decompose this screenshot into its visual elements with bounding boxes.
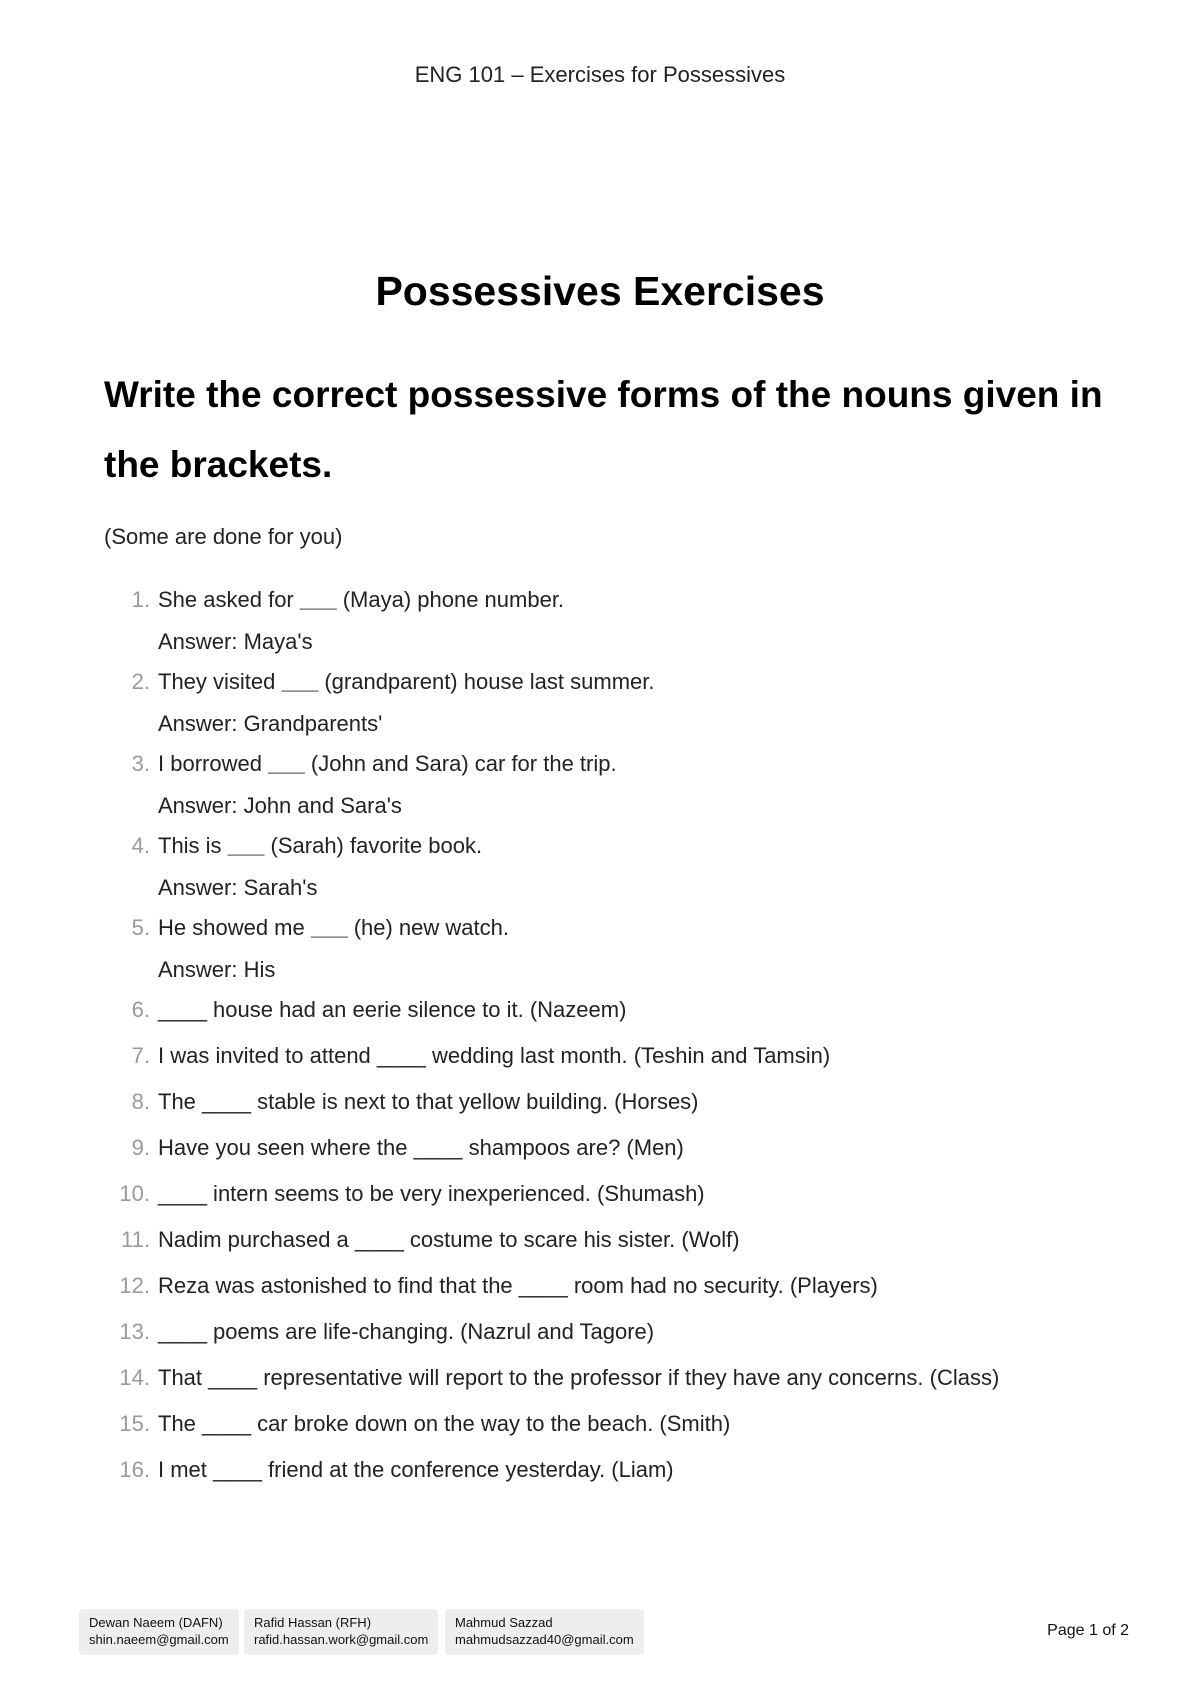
exercise-text: The ____ car broke down on the way to the beach. (Smith) xyxy=(158,1411,731,1436)
exercise-item xyxy=(104,1457,1164,1483)
exercise-item xyxy=(104,1181,1164,1207)
author-email: shin.naeem@gmail.com xyxy=(89,1632,229,1647)
exercise-number: 7. xyxy=(131,1043,150,1068)
author-name: Dewan Naeem (DAFN) xyxy=(89,1615,223,1630)
exercise-text: Have you seen where the ____ shampoos are? (Men) xyxy=(158,1135,684,1160)
exercise-number: 2. xyxy=(131,669,150,694)
exercise-text: The ____ stable is next to that yellow building. (Horses) xyxy=(158,1089,699,1114)
answer-blank: ___ xyxy=(268,751,305,776)
exercise-item xyxy=(104,1365,1164,1391)
author-card xyxy=(445,1609,644,1655)
exercise-number: 3. xyxy=(131,751,150,776)
instruction-note: (Some are done for you) xyxy=(104,524,343,549)
exercise-text: He showed me ___ (he) new watch. xyxy=(158,915,509,940)
exercise-answer: Answer: Grandparents' xyxy=(158,711,383,736)
exercise-number: 11. xyxy=(121,1227,150,1252)
exercise-item xyxy=(104,833,1164,901)
exercise-number: 13. xyxy=(119,1319,150,1344)
exercise-item xyxy=(104,1319,1164,1345)
exercise-item xyxy=(104,1273,1164,1299)
exercise-number: 12. xyxy=(119,1273,150,1298)
exercise-item xyxy=(104,587,1164,655)
exercise-text: I met ____ friend at the conference yesterday. (Liam) xyxy=(158,1457,674,1482)
exercise-text: Nadim purchased a ____ costume to scare his sister. (Wolf) xyxy=(158,1227,740,1252)
exercise-item xyxy=(104,669,1164,737)
instruction-heading: Write the correct possessive forms of the nouns given in the brackets. xyxy=(104,374,1103,485)
exercise-answer: Answer: Sarah's xyxy=(158,875,318,900)
author-name: Rafid Hassan (RFH) xyxy=(254,1615,372,1630)
answer-blank: ___ xyxy=(281,669,319,694)
page-footer xyxy=(79,1609,1129,1655)
exercise-item xyxy=(104,915,1164,983)
author-email: mahmudsazzad40@gmail.com xyxy=(455,1632,634,1647)
exercise-answer: Answer: John and Sara's xyxy=(158,793,402,818)
exercise-text: They visited ___ (grandparent) house last summer. xyxy=(158,669,655,694)
exercise-number: 1. xyxy=(131,587,150,612)
exercise-text: She asked for ___ (Maya) phone number. xyxy=(158,587,565,612)
page-title: Possessives Exercises xyxy=(375,268,825,314)
exercise-list xyxy=(104,587,1164,1503)
exercise-number: 6. xyxy=(131,997,150,1022)
exercise-number: 14. xyxy=(119,1365,150,1390)
exercise-item xyxy=(104,1089,1164,1115)
exercise-text: I was invited to attend ____ wedding last month. (Teshin and Tamsin) xyxy=(158,1043,831,1068)
exercise-text: ____ poems are life-changing. (Nazrul and Tagore) xyxy=(158,1319,655,1344)
exercise-answer: Answer: His xyxy=(158,957,276,982)
exercise-number: 4. xyxy=(131,833,150,858)
exercise-number: 8. xyxy=(131,1089,150,1114)
author-card xyxy=(79,1609,239,1655)
page-number: Page 1 of 2 xyxy=(1047,1622,1129,1639)
exercise-item xyxy=(104,751,1164,819)
exercise-text: I borrowed ___ (John and Sara) car for the trip. xyxy=(158,751,617,776)
answer-blank: ___ xyxy=(310,915,348,940)
exercise-text: That ____ representative will report to the professor if they have any concerns. (Class) xyxy=(158,1365,1000,1390)
answer-blank: ___ xyxy=(299,587,337,612)
exercise-item xyxy=(104,1135,1164,1161)
exercise-item xyxy=(104,997,1164,1023)
exercise-item xyxy=(104,1411,1164,1437)
exercise-answer: Answer: Maya's xyxy=(158,629,313,654)
exercise-number: 15. xyxy=(119,1411,150,1436)
author-name: Mahmud Sazzad xyxy=(455,1615,553,1630)
exercise-text: ____ intern seems to be very inexperienced. (Shumash) xyxy=(158,1181,705,1206)
exercise-number: 10. xyxy=(119,1181,150,1206)
exercise-text: This is ___ (Sarah) favorite book. xyxy=(158,833,483,858)
author-card xyxy=(244,1609,438,1655)
exercise-number: 16. xyxy=(119,1457,150,1482)
answer-blank: ___ xyxy=(227,833,265,858)
running-header: ENG 101 – Exercises for Possessives xyxy=(414,62,786,87)
exercise-number: 9. xyxy=(131,1135,150,1160)
exercise-text: Reza was astonished to find that the ____ room had no security. (Players) xyxy=(158,1273,878,1298)
exercise-number: 5. xyxy=(131,915,150,940)
exercise-text: ____ house had an eerie silence to it. (Nazeem) xyxy=(158,997,627,1022)
exercise-item xyxy=(104,1227,1164,1253)
exercise-item xyxy=(104,1043,1164,1069)
author-email: rafid.hassan.work@gmail.com xyxy=(254,1632,429,1647)
